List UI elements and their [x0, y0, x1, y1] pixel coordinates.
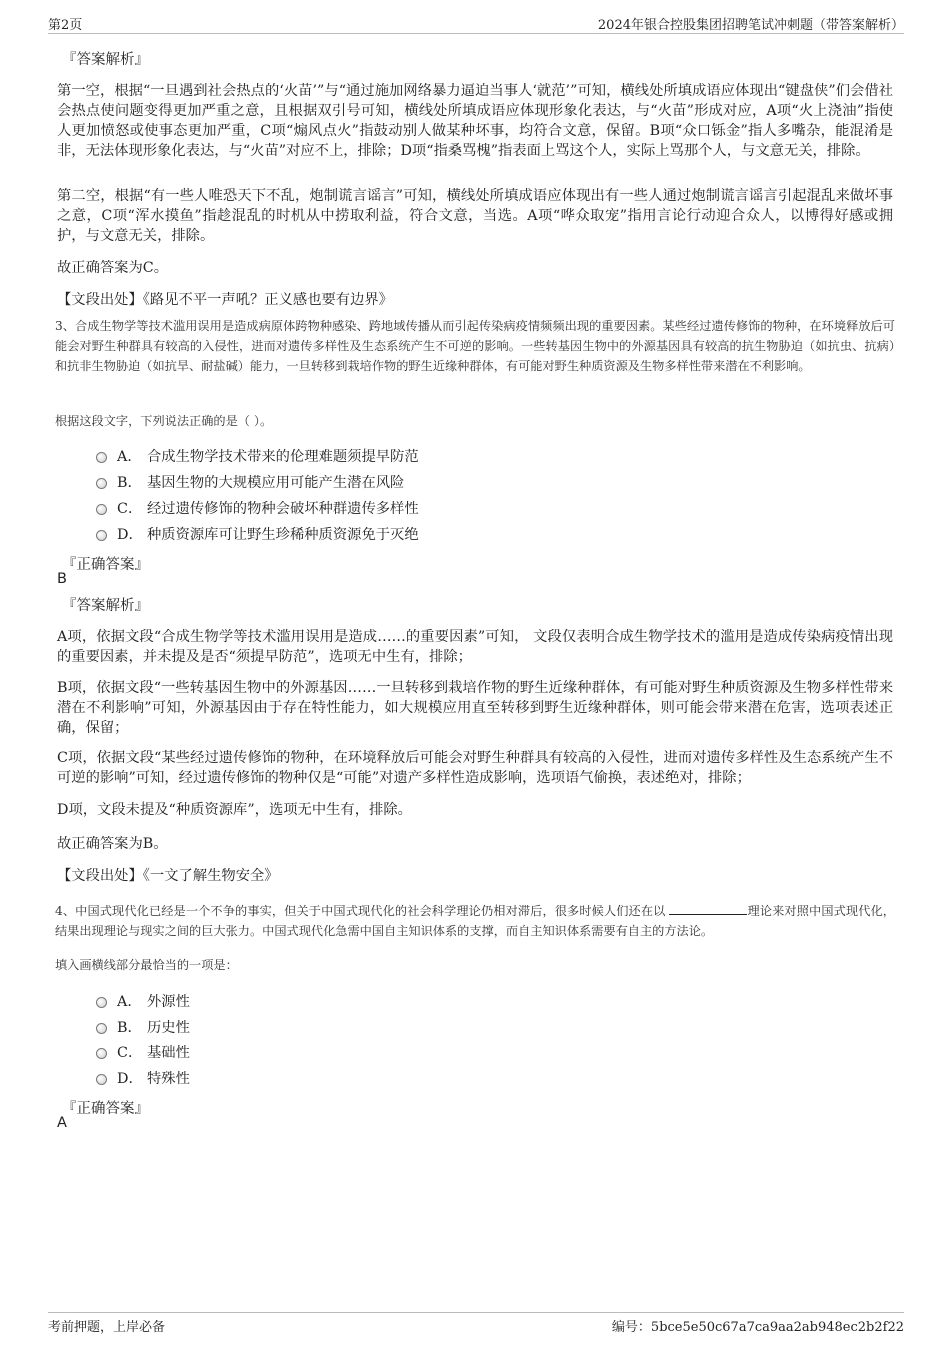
option-text: 外源性 [147, 994, 190, 1010]
question-stem: 3、合成生物学等技术滥用误用是造成病原体跨物种感染、跨地域传播从而引起传染病疫情频频出现的重要因素。某些经过遗传修饰的物种，在环境释放后可能会对野生种群具有较高的入侵性，进而对遗传多样性及生态系统产生不可逆的影响。一些转基因生物中的外源基因具有较高的抗生物胁迫（如抗虫、抗病）和抗非生物胁迫（如抗旱、耐盐碱）能力，一旦转移到栽培作物的野生近缘种群体，有可能对野生种质资源及生物多样性带来潜在不利影响。 [55, 319, 895, 373]
analysis-paragraph: C项，依据文段“某些经过遗传修饰的物种，在环境释放后可能会对野生种群具有较高的入侵性，进而对遗传多样性及生态系统产生不可逆的影响”可知，经过遗传修饰的物种仅是“可能”对遗产多样性造成影响，选项语气偷换，表述绝对，排除； [57, 750, 893, 786]
option-c[interactable] [96, 498, 419, 518]
fill-blank [669, 903, 747, 915]
analysis-paragraph: A项，依据文段“合成生物学等技术滥用误用是造成……的重要因素”可知， 文段仅表明合成生物学技术的滥用是造成传染病疫情出现的重要因素，并未提及是否“须提早防范”，选项无中生有，排除； [57, 629, 893, 665]
option-letter: C． [117, 501, 143, 517]
footer-slogan: 考前押题，上岸必备 [48, 1320, 166, 1335]
radio-icon[interactable] [96, 1048, 107, 1059]
page-footer [48, 1312, 904, 1335]
option-b[interactable] [96, 1017, 190, 1037]
source-text: 【文段出处】《一文了解生物安全》 [57, 868, 279, 884]
option-b[interactable] [96, 472, 404, 492]
option-text: 经过遗传修饰的物种会破坏种群遗传多样性 [147, 501, 419, 517]
option-letter: C． [117, 1045, 143, 1061]
option-letter: D． [117, 1071, 143, 1087]
source-text: 【文段出处】《路见不平一声吼？正义感也要有边界》 [57, 292, 393, 308]
question-prompt: 根据这段文字，下列说法正确的是（ ）。 [55, 414, 273, 428]
page-number: 第2页 [48, 18, 83, 33]
radio-icon[interactable] [96, 997, 107, 1008]
option-text: 基因生物的大规模应用可能产生潜在风险 [147, 475, 405, 491]
radio-icon[interactable] [96, 1074, 107, 1085]
option-letter: A． [117, 449, 142, 465]
page-header [48, 14, 904, 34]
document-title: 2024年银合控股集团招聘笔试冲刺题（带答案解析） [597, 18, 904, 33]
radio-icon[interactable] [96, 1023, 107, 1034]
analysis-paragraph: B项，依据文段“一些转基因生物中的外源基因……一旦转移到栽培作物的野生近缘种群体，有可能对野生种质资源及生物多样性带来潜在不利影响”可知，外源基因由于存在特性能力，如大规模应用直至转移到野生近缘种群体，则可能会带来潜在危害，选项表述正确，保留； [57, 680, 893, 736]
option-a[interactable] [96, 991, 190, 1011]
radio-icon[interactable] [96, 504, 107, 515]
analysis-paragraph: 第一空，根据“一旦遇到社会热点的‘火苗’”与“通过施加网络暴力逼迫当事人‘就范’”可知，横线处所填成语应体现出“键盘侠”们会借社会热点使问题变得更加严重之意，且根据双引号可知，横线处所填成语应体现形象化表达，与“火苗”形成对应，A项“火上浇油”指使人更加愤怒或使事态更加严重，C项“煽风点火”指鼓动别人做某种坏事，均符合文意，保留。B项“众口铄金”指人多嘴杂，能混淆是非，无法体现形象化表达，与“火苗”对应不上，排除；D项“指桑骂槐”指表面上骂这个人，实际上骂那个人，与文意无关，排除。 [57, 83, 893, 159]
analysis-label: 『答案解析』 [62, 52, 149, 68]
option-text: 历史性 [147, 1020, 190, 1036]
option-a[interactable] [96, 446, 419, 466]
option-d[interactable] [96, 524, 419, 544]
correct-answer-label: 『正确答案』 [62, 557, 149, 573]
option-text: 种质资源库可让野生珍稀种质资源免于灭绝 [147, 527, 419, 543]
option-d[interactable] [96, 1068, 190, 1088]
option-text: 合成生物学技术带来的伦理难题须提早防范 [147, 449, 419, 465]
radio-icon[interactable] [96, 530, 107, 541]
option-letter: D． [117, 527, 143, 543]
correct-answer: A [57, 1115, 67, 1131]
radio-icon[interactable] [96, 452, 107, 463]
question-prompt: 填入画横线部分最恰当的一项是： [55, 958, 238, 972]
option-letter: A． [117, 994, 142, 1010]
option-text: 基础性 [147, 1045, 190, 1061]
option-c[interactable] [96, 1042, 190, 1062]
option-text: 特殊性 [147, 1071, 190, 1087]
option-letter: B． [117, 475, 142, 491]
question-stem: 4、中国式现代化已经是一个不争的事实，但关于中国式现代化的社会科学理论仍相对滞后，很多时候人们还在以 理论来对照中国式现代化，结果出现理论与现实之间的巨大张力。中国式现代化急需中国自主知识体系的支撑，而自主知识体系需要有自主的方法论。 [55, 904, 895, 938]
option-letter: B． [117, 1020, 142, 1036]
correct-answer: B [57, 571, 67, 587]
radio-icon[interactable] [96, 478, 107, 489]
analysis-label: 『答案解析』 [62, 598, 149, 614]
conclusion-text: 故正确答案为C。 [57, 260, 169, 276]
document-code: 编号：5bce5e50c67a7ca9aa2ab948ec2b2f22 [611, 1320, 904, 1335]
correct-answer-label: 『正确答案』 [62, 1101, 149, 1117]
conclusion-text: 故正确答案为B。 [57, 836, 168, 852]
analysis-paragraph: 第二空，根据“有一些人唯恐天下不乱，炮制谎言谣言”可知，横线处所填成语应体现出有一些人通过炮制谎言谣言引起混乱来做坏事之意，C项“浑水摸鱼”指趁混乱的时机从中捞取利益，符合文意，当选。A项“哗众取宠”指用言论行动迎合众人，以博得好感或拥护，与文意无关，排除。 [57, 188, 893, 244]
analysis-paragraph: D项，文段未提及“种质资源库”，选项无中生有，排除。 [57, 802, 412, 818]
